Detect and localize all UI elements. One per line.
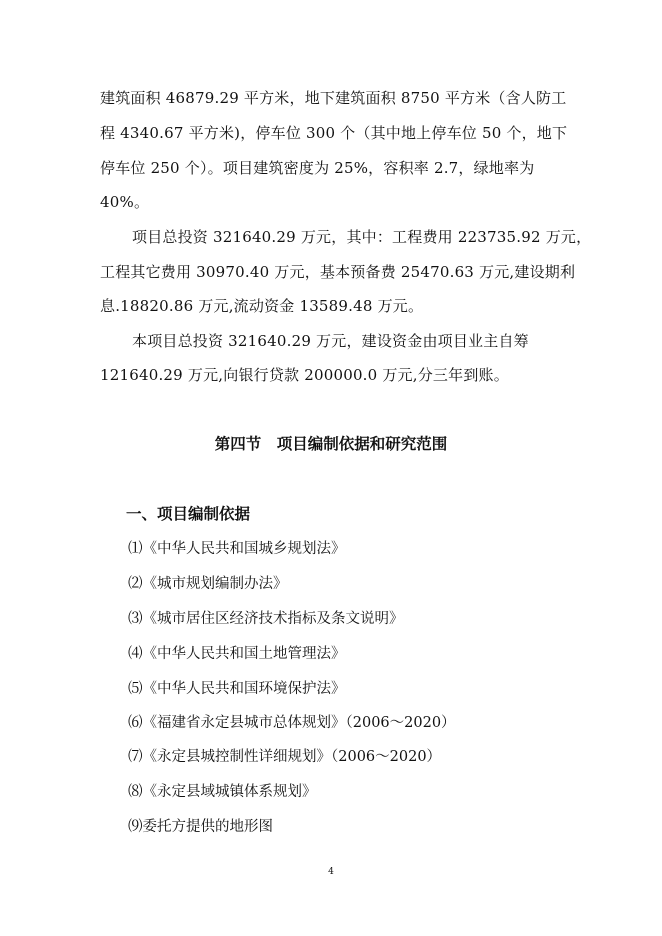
page-number: 4: [328, 867, 334, 877]
reference-item: ⑴《中华人民共和国城乡规划法》: [128, 541, 346, 557]
paragraph-line: 40%。: [100, 193, 150, 211]
subsection-heading: 一、项目编制依据: [126, 504, 251, 523]
reference-item: ⑹《福建省永定县城市总体规划》（2006～2020）: [128, 715, 456, 731]
reference-item: ⑷《中华人民共和国土地管理法》: [128, 646, 346, 662]
reference-item: ⑼委托方提供的地形图: [128, 819, 273, 835]
paragraph-line: 121640.29 万元,向银行贷款 200000.0 万元,分三年到账。: [100, 366, 509, 384]
paragraph-line: 建筑面积 46879.29 平方米，地下建筑面积 8750 平方米（含人防工: [100, 89, 567, 107]
reference-item: ⑶《城市居住区经济技术指标及条文说明》: [128, 611, 404, 627]
section-title: 第四节 项目编制依据和研究范围: [214, 434, 448, 453]
paragraph-line: 息.18820.86 万元,流动资金 13589.48 万元。: [100, 297, 424, 315]
paragraph-line: 项目总投资 321640.29 万元，其中：工程费用 223735.92 万元，: [132, 228, 592, 246]
reference-item: ⑺《永定县城控制性详细规划》（2006～2020）: [128, 749, 442, 765]
paragraph-line: 程 4340.67 平方米)，停车位 300 个（其中地上停车位 50 个，地下: [100, 124, 568, 142]
paragraph-line: 工程其它费用 30970.40 万元，基本预备费 25470.63 万元,建设期利: [100, 263, 576, 281]
reference-item: ⑻《永定县域城镇体系规划》: [128, 784, 317, 800]
reference-item: ⑸《中华人民共和国环境保护法》: [128, 681, 346, 697]
paragraph-line: 停车位 250 个）。项目建筑密度为 25%，容积率 2.7，绿地率为: [100, 159, 535, 177]
paragraph-line: 本项目总投资 321640.29 万元，建设资金由项目业主自筹: [132, 332, 529, 350]
reference-item: ⑵《城市规划编制办法》: [128, 576, 288, 592]
